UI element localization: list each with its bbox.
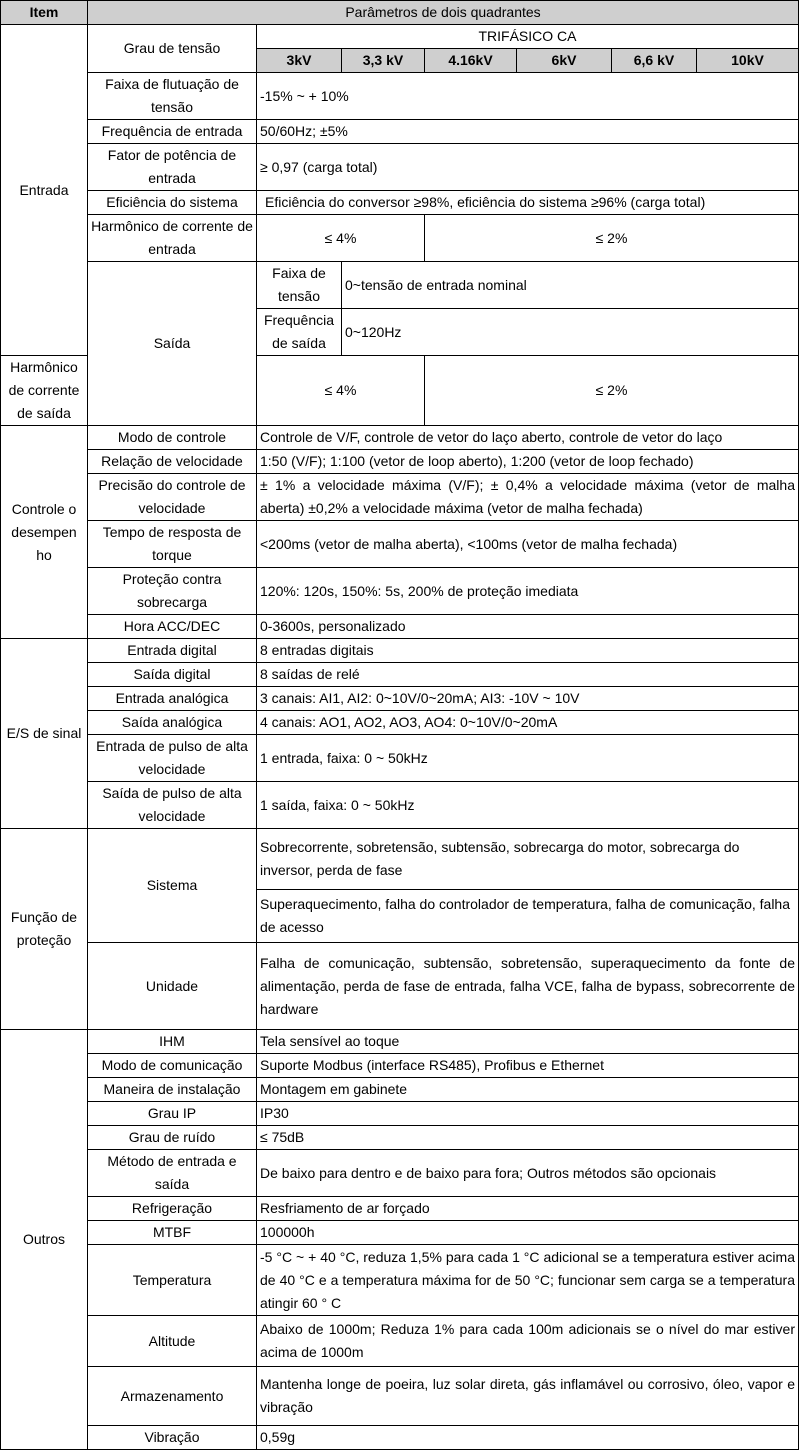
table-row bbox=[1, 25, 799, 49]
value-entrada-analogica: 3 canais: AI1, AI2: 0~10V/0~20mA; AI3: -10V ~ 10V bbox=[257, 687, 799, 711]
label-grau-ruido: Grau de ruído bbox=[88, 1126, 257, 1150]
table-row bbox=[1, 782, 799, 829]
label-frequencia-entrada: Frequência de entrada bbox=[88, 120, 257, 144]
value-metodo: De baixo para dentro e de baixo para fora; Outros métodos são opcionais bbox=[257, 1150, 799, 1197]
table-row bbox=[1, 1126, 799, 1150]
table-row bbox=[1, 215, 799, 262]
table-row bbox=[1, 1245, 799, 1316]
label-resposta-torque: Tempo de resposta de torque bbox=[88, 521, 257, 568]
value-instalacao: Montagem em gabinete bbox=[257, 1078, 799, 1102]
label-entrada-digital: Entrada digital bbox=[88, 639, 257, 663]
value-saida-analogica: 4 canais: AO1, AO2, AO3, AO4: 0~10V/0~20mA bbox=[257, 711, 799, 735]
value-fator-potencia: ≥ 0,97 (carga total) bbox=[257, 144, 799, 191]
label-fator-potencia: Fator de potência de entrada bbox=[88, 144, 257, 191]
value-faixa-tensao: 0~tensão de entrada nominal bbox=[342, 262, 799, 309]
table-row bbox=[1, 639, 799, 663]
label-refrigeracao: Refrigeração bbox=[88, 1197, 257, 1221]
value-grau-ruido: ≤ 75dB bbox=[257, 1126, 799, 1150]
table-row bbox=[1, 735, 799, 782]
value-grau-ip: IP30 bbox=[257, 1102, 799, 1126]
table-row bbox=[1, 1102, 799, 1126]
table-row bbox=[1, 943, 799, 1030]
label-frequencia-saida: Frequência de saída bbox=[257, 309, 342, 356]
value-saida-digital: 8 saídas de relé bbox=[257, 663, 799, 687]
value-refrigeracao: Resfriamento de ar forçado bbox=[257, 1197, 799, 1221]
value-harmonico-saida-4: ≤ 4% bbox=[257, 356, 425, 426]
label-instalacao: Maneira de instalação bbox=[88, 1078, 257, 1102]
label-temperatura: Temperatura bbox=[88, 1245, 257, 1316]
table-row bbox=[1, 1197, 799, 1221]
group-controle: Controle o desempen ho bbox=[1, 426, 88, 639]
value-temperatura: -5 °C ~ + 40 °C, reduza 1,5% para cada 1 °C adicional se a temperatura estiver acima de 40 °C e a temperatura máxima for de 50 °C; funcionar sem carga se a temperatura atingir 60 ° C bbox=[257, 1245, 799, 1316]
value-entrada-pulso: 1 entrada, faixa: 0 ~ 50kHz bbox=[257, 735, 799, 782]
label-faixa-tensao: Faixa de tensão bbox=[257, 262, 342, 309]
value-protecao-sobrecarga: 120%: 120s, 150%: 5s, 200% de proteção imediata bbox=[257, 568, 799, 615]
label-altitude: Altitude bbox=[88, 1316, 257, 1367]
group-entrada: Entrada bbox=[1, 25, 88, 356]
value-precisao: ± 1% a velocidade máxima (V/F); ± 0,4% a velocidade máxima (vetor de malha aberta) ±0,2% a velocidade máxima (vetor de malha fechada) bbox=[257, 474, 799, 521]
value-entrada-digital: 8 entradas digitais bbox=[257, 639, 799, 663]
voltage-4-16kv: 4.16kV bbox=[425, 49, 517, 73]
table-row bbox=[1, 1221, 799, 1245]
label-mtbf: MTBF bbox=[88, 1221, 257, 1245]
value-saida-pulso: 1 saída, faixa: 0 ~ 50kHz bbox=[257, 782, 799, 829]
value-frequencia-entrada: 50/60Hz; ±5% bbox=[257, 120, 799, 144]
label-entrada-pulso: Entrada de pulso de alta velocidade bbox=[88, 735, 257, 782]
value-frequencia-saida: 0~120Hz bbox=[342, 309, 799, 356]
group-es-sinal: E/S de sinal bbox=[1, 639, 88, 829]
label-eficiencia: Eficiência do sistema bbox=[88, 191, 257, 215]
label-grau-tensao: Grau de tensão bbox=[88, 25, 257, 73]
value-sistema-2: Superaquecimento, falha do controlador de temperatura, falha de comunicação, falha de acesso bbox=[257, 890, 799, 943]
label-modo-controle: Modo de controle bbox=[88, 426, 257, 450]
table-row bbox=[1, 1316, 799, 1367]
table-row bbox=[1, 191, 799, 215]
table-row bbox=[1, 687, 799, 711]
table-row bbox=[1, 663, 799, 687]
value-relacao-velocidade: 1:50 (V/F); 1:100 (vetor de loop aberto), 1:200 (vetor de loop fechado) bbox=[257, 450, 799, 474]
voltage-6kv: 6kV bbox=[517, 49, 612, 73]
header-row bbox=[1, 1, 799, 25]
label-saida-analogica: Saída analógica bbox=[88, 711, 257, 735]
label-sistema: Sistema bbox=[88, 829, 257, 943]
value-ihm: Tela sensível ao toque bbox=[257, 1030, 799, 1054]
value-resposta-torque: <200ms (vetor de malha aberta), <100ms (vetor de malha fechada) bbox=[257, 521, 799, 568]
value-flutuacao: -15% ~ + 10% bbox=[257, 73, 799, 120]
label-relacao-velocidade: Relação de velocidade bbox=[88, 450, 257, 474]
group-saida: Saída bbox=[88, 262, 257, 426]
label-harmonico-entrada: Harmônico de corrente de entrada bbox=[88, 215, 257, 262]
label-entrada-analogica: Entrada analógica bbox=[88, 687, 257, 711]
value-modo-controle: Controle de V/F, controle de vetor do laço aberto, controle de vetor do laço bbox=[257, 426, 799, 450]
table-row bbox=[1, 829, 799, 890]
value-vibracao: 0,59g bbox=[257, 1426, 799, 1450]
label-protecao-sobrecarga: Proteção contra sobrecarga bbox=[88, 568, 257, 615]
label-ihm: IHM bbox=[88, 1030, 257, 1054]
voltage-3-3kv: 3,3 kV bbox=[342, 49, 425, 73]
voltage-3kv: 3kV bbox=[257, 49, 342, 73]
label-precisao: Precisão do controle de velocidade bbox=[88, 474, 257, 521]
group-protecao: Função de proteção bbox=[1, 829, 88, 1030]
label-acc-dec: Hora ACC/DEC bbox=[88, 615, 257, 639]
group-outros: Outros bbox=[1, 1030, 88, 1450]
label-vibracao: Vibração bbox=[88, 1426, 257, 1450]
table-row bbox=[1, 474, 799, 521]
value-harmonico-entrada-2: ≤ 2% bbox=[425, 215, 799, 262]
table-row bbox=[1, 73, 799, 120]
value-harmonico-saida-2: ≤ 2% bbox=[425, 356, 799, 426]
table-row bbox=[1, 1078, 799, 1102]
label-metodo: Método de entrada e saída bbox=[88, 1150, 257, 1197]
header-item: Item bbox=[1, 1, 88, 25]
label-armazenamento: Armazenamento bbox=[88, 1367, 257, 1426]
voltage-6-6kv: 6,6 kV bbox=[612, 49, 697, 73]
table-row bbox=[1, 262, 799, 309]
voltage-10kv: 10kV bbox=[697, 49, 799, 73]
value-mtbf: 100000h bbox=[257, 1221, 799, 1245]
table-row bbox=[1, 1030, 799, 1054]
table-row bbox=[1, 450, 799, 474]
value-harmonico-entrada-4: ≤ 4% bbox=[257, 215, 425, 262]
table-row bbox=[1, 1054, 799, 1078]
value-unidade: Falha de comunicação, subtensão, sobretensão, superaquecimento da fonte de alimentação, perda de fase de entrada, falha VCE, falha de bypass, sobrecorrente de hardware bbox=[257, 943, 799, 1030]
table-row bbox=[1, 521, 799, 568]
table-row bbox=[1, 120, 799, 144]
label-flutuacao: Faixa de flutuação de tensão bbox=[88, 73, 257, 120]
header-params: Parâmetros de dois quadrantes bbox=[88, 1, 799, 25]
label-comunicacao: Modo de comunicação bbox=[88, 1054, 257, 1078]
table-row bbox=[1, 711, 799, 735]
table-row bbox=[1, 1150, 799, 1197]
value-comunicacao: Suporte Modbus (interface RS485), Profibus e Ethernet bbox=[257, 1054, 799, 1078]
table-row bbox=[1, 426, 799, 450]
value-acc-dec: 0-3600s, personalizado bbox=[257, 615, 799, 639]
table-row bbox=[1, 615, 799, 639]
label-grau-ip: Grau IP bbox=[88, 1102, 257, 1126]
value-eficiencia: Eficiência do conversor ≥98%, eficiência do sistema ≥96% (carga total) bbox=[257, 191, 799, 215]
label-saida-digital: Saída digital bbox=[88, 663, 257, 687]
table-row bbox=[1, 144, 799, 191]
value-armazenamento: Mantenha longe de poeira, luz solar direta, gás inflamável ou corrosivo, óleo, vapor e vibração bbox=[257, 1367, 799, 1426]
table-row bbox=[1, 568, 799, 615]
trifasico-ca: TRIFÁSICO CA bbox=[257, 25, 799, 49]
value-sistema-1: Sobrecorrente, sobretensão, subtensão, sobrecarga do motor, sobrecarga do inversor, perda de fase bbox=[257, 829, 799, 890]
table-row bbox=[1, 1367, 799, 1426]
label-saida-pulso: Saída de pulso de alta velocidade bbox=[88, 782, 257, 829]
label-unidade: Unidade bbox=[88, 943, 257, 1030]
table-row bbox=[1, 1426, 799, 1450]
label-harmonico-saida: Harmônico de corrente de saída bbox=[1, 356, 88, 426]
value-altitude: Abaixo de 1000m; Reduza 1% para cada 100m adicionais se o nível do mar estiver acima de 1000m bbox=[257, 1316, 799, 1367]
